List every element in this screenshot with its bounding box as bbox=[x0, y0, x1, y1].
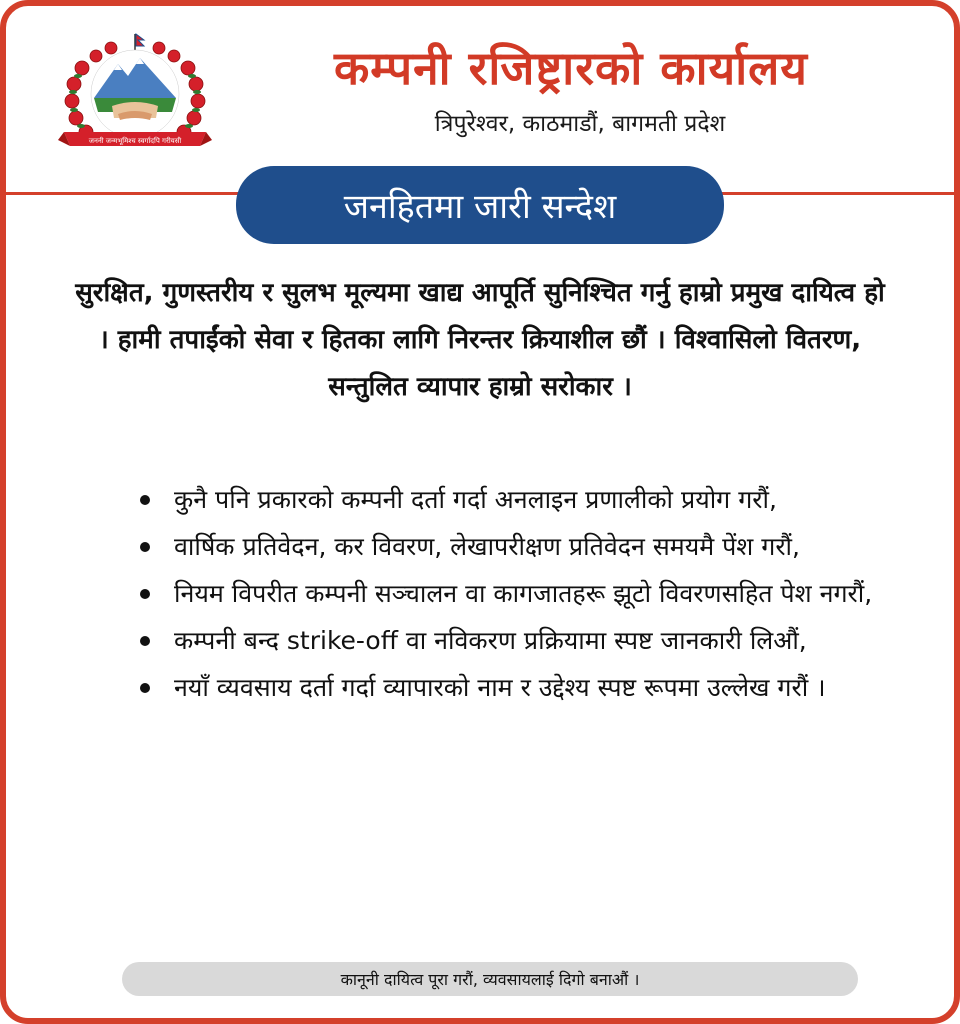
notice-title: जनहितमा जारी सन्देश bbox=[343, 187, 617, 227]
list-item-text: नयाँ व्यवसाय दर्ता गर्दा व्यापारको नाम र उद्देश्य स्पष्ट रूपमा उल्लेख गरौं । bbox=[174, 673, 826, 702]
list-item bbox=[140, 621, 880, 661]
office-address: त्रिपुरेश्वर, काठमाडौं, बागमती प्रदेश bbox=[434, 111, 726, 137]
list-item-text: नियम विपरीत कम्पनी सञ्चालन वा कागजातहरू झूटो विवरणसहित पेश नगरौं, bbox=[174, 579, 873, 608]
list-item bbox=[140, 574, 880, 614]
footer-slogan: कानूनी दायित्व पूरा गरौं, व्यवसायलाई दिगो बनाऔं । bbox=[340, 970, 640, 989]
bullet-icon bbox=[140, 542, 150, 552]
notice-title-badge bbox=[236, 166, 724, 244]
guideline-list bbox=[140, 480, 880, 715]
list-item-text: कुनै पनि प्रकारको कम्पनी दर्ता गर्दा अनलाइन प्रणालीको प्रयोग गरौं, bbox=[174, 485, 777, 514]
bullet-icon bbox=[140, 495, 150, 505]
nepal-emblem bbox=[56, 28, 214, 158]
bullet-icon bbox=[140, 636, 150, 646]
office-title: कम्पनी रजिष्ट्रारको कार्यालय bbox=[333, 41, 808, 95]
footer-slogan-bar bbox=[122, 962, 858, 996]
header-divider-right bbox=[722, 192, 954, 195]
header-divider-left bbox=[6, 192, 238, 195]
bullet-icon bbox=[140, 589, 150, 599]
list-item bbox=[140, 480, 880, 520]
list-item-text: कम्पनी बन्द strike-off वा नविकरण प्रक्रियामा स्पष्ट जानकारी लिऔं, bbox=[174, 626, 807, 655]
list-item bbox=[140, 668, 880, 708]
list-item bbox=[140, 527, 880, 567]
lead-statement: सुरक्षित, गुणस्तरीय र सुलभ मूल्यमा खाद्य आपूर्ति सुनिश्चित गर्नु हाम्रो प्रमुख दायित्व हो । हामी तपाईंको सेवा र हितका लागि निरन्तर क्रियाशील छौं । विश्वासिलो वितरण, सन्तुलित व्यापार हाम्रो सरोकार । bbox=[75, 278, 885, 402]
bullet-icon bbox=[140, 683, 150, 693]
emblem-motto: जननी जन्मभूमिश्च स्वर्गादपि गरीयसी bbox=[88, 137, 182, 145]
list-item-text: वार्षिक प्रतिवेदन, कर विवरण, लेखापरीक्षण प्रतिवेदन समयमै पेंश गरौं, bbox=[174, 532, 800, 561]
